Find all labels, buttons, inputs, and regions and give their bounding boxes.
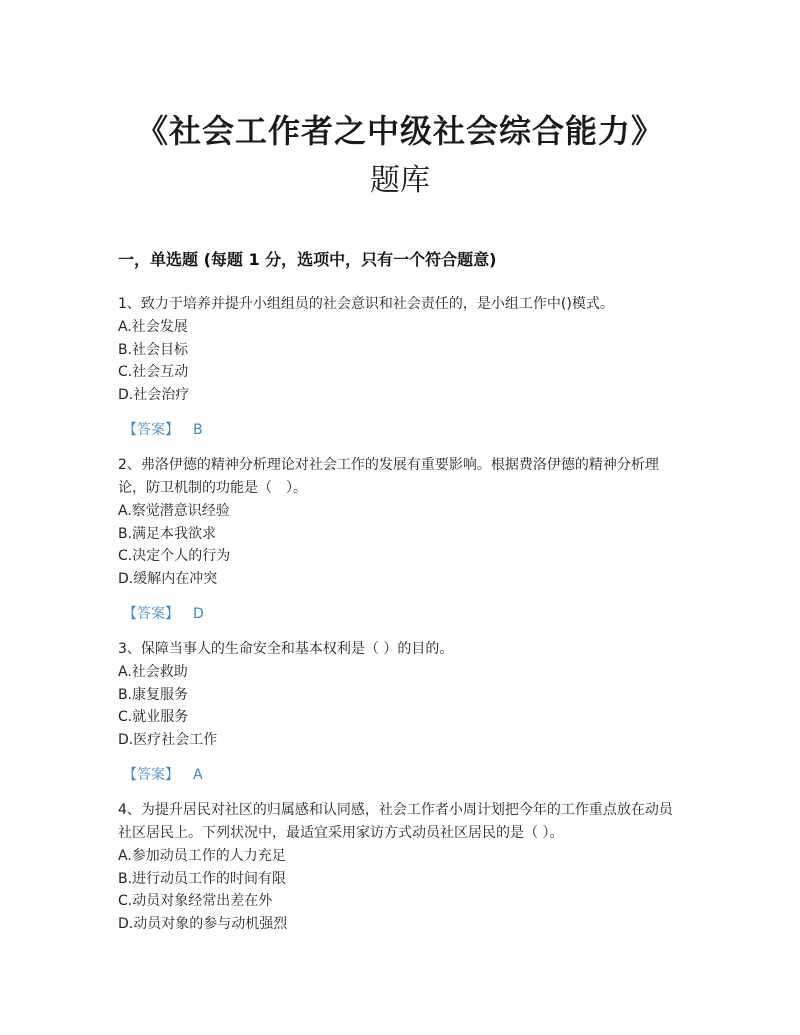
answer-line	[118, 603, 683, 625]
answer-value: D	[193, 606, 204, 622]
option-b: B.满足本我欲求	[118, 525, 217, 542]
option-b: B.进行动员工作的时间有限	[118, 870, 287, 887]
option-c: C.动员对象经常出差在外	[118, 893, 273, 909]
option-c: C.决定个人的行为	[118, 548, 231, 564]
option-b: B.康复服务	[118, 686, 189, 703]
option-d: D.医疗社会工作	[118, 731, 218, 748]
option-a: A.社会发展	[118, 319, 188, 335]
question-stem: 2、弗洛伊德的精神分析理论对社会工作的发展有重要影响。根据费洛伊德的精神分析理论，防卫机制的功能是（ ）。	[118, 457, 659, 496]
title-line-1: 《社会工作者之中级社会综合能力》	[135, 112, 664, 150]
document-title	[0, 108, 800, 204]
answer-label: 【答案】	[123, 767, 179, 783]
title-line-2: 题库	[370, 163, 430, 198]
option-a: A.察觉潜意识经验	[118, 503, 230, 519]
option-d: D.缓解内在冲突	[118, 570, 218, 587]
question-4	[118, 799, 683, 935]
question-3	[118, 638, 683, 786]
answer-value: A	[193, 767, 203, 783]
question-list	[118, 293, 683, 935]
option-d: D.动员对象的参与动机强烈	[118, 915, 288, 932]
question-stem: 1、致力于培养并提升小组组员的社会意识和社会责任的，是小组工作中()模式。	[118, 296, 614, 312]
answer-label: 【答案】	[123, 422, 179, 438]
question-2	[118, 454, 683, 625]
answer-line	[118, 764, 683, 786]
question-stem: 4、为提升居民对社区的归属感和认同感，社会工作者小周计划把今年的工作重点放在动员社区居民上。下列状况中，最适宜采用家访方式动员社区居民的是（ ）。	[118, 802, 673, 841]
option-b: B.社会目标	[118, 341, 189, 358]
question-stem: 3、保障当事人的生命安全和基本权利是（ ）的目的。	[118, 641, 454, 657]
section-header: 一，单选题 (每题 1 分，选项中，只有一个符合题意)	[118, 250, 497, 269]
question-1	[118, 293, 683, 441]
answer-label: 【答案】	[123, 606, 179, 622]
option-a: A.参加动员工作的人力充足	[118, 848, 286, 864]
option-a: A.社会救助	[118, 664, 188, 680]
option-d: D.社会治疗	[118, 386, 190, 403]
answer-value: B	[193, 422, 203, 438]
option-c: C.就业服务	[118, 709, 189, 725]
option-c: C.社会互动	[118, 364, 189, 380]
answer-line	[118, 419, 683, 441]
